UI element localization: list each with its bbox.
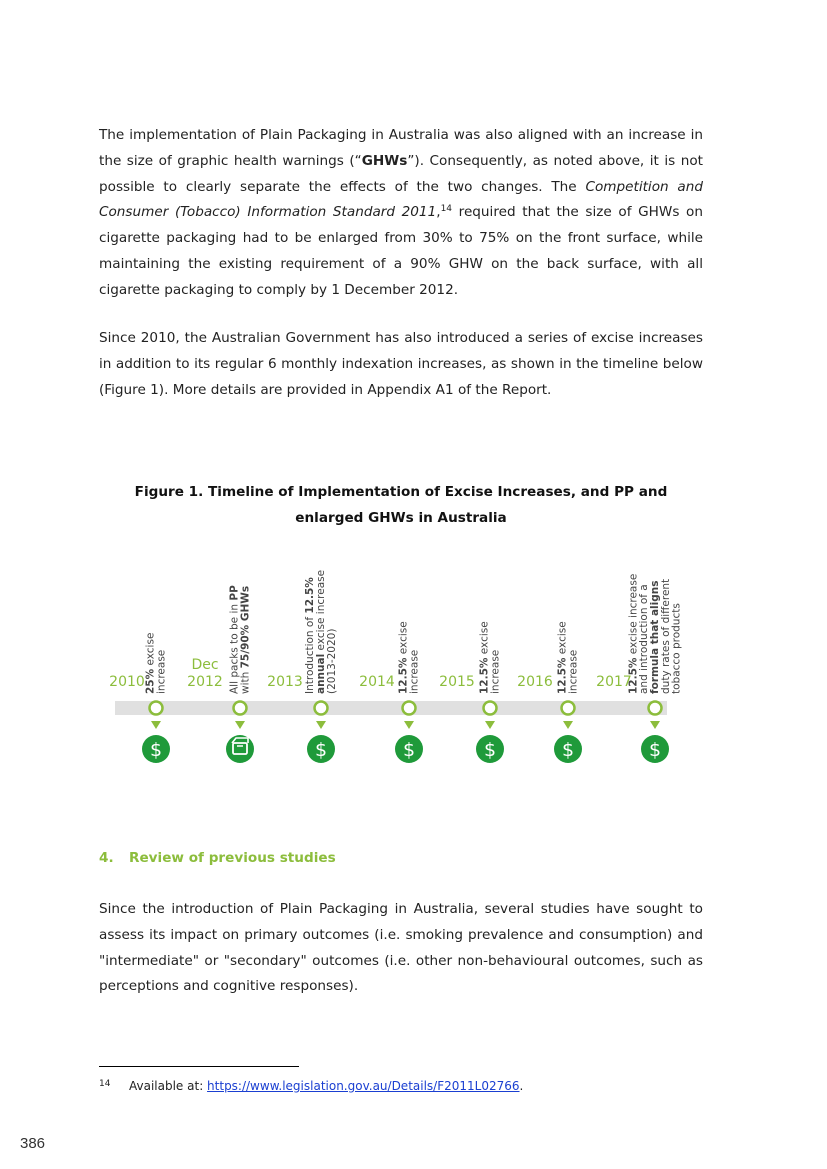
arrow-down-icon: [151, 721, 161, 729]
timeline-marker: [649, 702, 662, 715]
timeline-marker: [403, 702, 416, 715]
arrow-down-icon: [404, 721, 414, 729]
ghw-abbreviation: GHWs: [361, 152, 408, 169]
timeline-event-text: tobacco products: [670, 603, 683, 694]
timeline-marker: [150, 702, 163, 715]
dollar-icon-glyph: $: [483, 739, 497, 761]
timeline-event-text: (2013-2020): [325, 628, 338, 694]
timeline-marker: [315, 702, 328, 715]
arrow-down-icon: [235, 721, 245, 729]
timeline-event-text: with 75/90% GHWs: [239, 585, 252, 694]
section-heading: [99, 847, 336, 869]
timeline-event-label: [627, 574, 682, 694]
dollar-icon-glyph: $: [402, 739, 416, 761]
page-number: 386: [20, 1135, 46, 1152]
timeline-event-text: formula that aligns: [649, 580, 661, 694]
footnote-prefix: Available at:: [129, 1079, 208, 1093]
timeline-event-label: [557, 621, 580, 694]
arrow-down-icon: [485, 721, 495, 729]
review-paragraph: Since the introduction of Plain Packaging in Australia, several studies have sought to assess its impact on primary outcomes (i.e. smoking prevalence and consumption) and "intermediate" or "secondary" outcomes (i.e. other non-behavioural outcomes, such as perceptions and cognitive responses).: [99, 901, 703, 995]
dollar-icon-glyph: $: [648, 739, 662, 761]
paragraph-text: ”). Consequently, as noted above, it is not possible to clearly separate the effects of the two changes. The: [99, 152, 703, 195]
timeline-year-label: 2012: [187, 674, 223, 690]
timeline-event-text: 25% excise: [144, 632, 157, 694]
timeline-year-label: Dec: [191, 657, 219, 673]
timeline-event-label: [229, 585, 252, 694]
paragraph-text: required that the size of GHWs on cigarette packaging had to be enlarged from 30% to 75% on the front surface, while maintaining the existing requirement of a 90% GHW on the back surface, with all cigarette packaging to comply by 1 December 2012.: [99, 204, 703, 298]
timeline-bar: [115, 701, 667, 715]
footnote-reference[interactable]: 14: [440, 204, 453, 215]
timeline-year-label: 2016: [517, 674, 553, 690]
timeline-year-label: 2014: [359, 674, 395, 690]
timeline-marker: [234, 702, 247, 715]
excise-paragraph: Since 2010, the Australian Government has also introduced a series of excise increases in addition to its regular 6 monthly indexation increases, as shown in the timeline below (Figure 1). More details are provided in Appendix A1 of the Report.: [99, 330, 703, 398]
package-icon: [226, 735, 254, 763]
timeline-event-label: [145, 633, 168, 694]
footnote-suffix: .: [519, 1079, 524, 1093]
paragraph-text: The implementation of Plain Packaging in Australia was also aligned with an increase in the size of graphic health warnings (“: [99, 127, 703, 169]
timeline-event-text: increase: [489, 649, 502, 694]
dollar-icon-glyph: $: [149, 739, 163, 761]
timeline-event-text: 12.5% excise increase: [627, 573, 640, 694]
timeline-event-text: Introduction of 12.5%: [304, 577, 317, 694]
timeline-event-text: increase: [155, 649, 168, 694]
timeline-event-text: duty rates of different: [659, 578, 672, 694]
section-number: 4.: [99, 850, 114, 866]
section-title: Review of previous studies: [129, 850, 336, 866]
timeline-event-text: increase: [408, 649, 421, 694]
dollar-icon-glyph: $: [561, 739, 575, 761]
timeline-year-label: 2015: [439, 674, 475, 690]
timeline-marker: [484, 702, 497, 715]
timeline-year-label: 2017: [596, 674, 632, 690]
timeline-event-label: [398, 621, 421, 694]
intro-paragraph: [99, 123, 703, 304]
arrow-down-icon: [563, 721, 573, 729]
standard-title: Competition and Consumer (Tobacco) Information Standard 2011: [99, 178, 703, 221]
arrow-down-icon: [316, 721, 326, 729]
timeline-event-text: 12.5% excise: [556, 621, 569, 694]
timeline-event-text: annual excise increase: [315, 569, 327, 694]
timeline-event-text: All packs to be in PP: [228, 585, 241, 694]
paragraph-text: ,: [436, 204, 441, 221]
timeline-year-label: 2013: [267, 674, 303, 690]
timeline-event-label: [304, 570, 338, 694]
timeline-event-text: increase: [567, 649, 580, 694]
timeline-marker: [562, 702, 575, 715]
footnote-link[interactable]: https://www.legislation.gov.au/Details/F2011L02766: [207, 1079, 520, 1093]
timeline-year-label: 2010: [109, 674, 145, 690]
footnote-divider: [99, 1066, 299, 1067]
dollar-icon-glyph: $: [314, 739, 328, 761]
timeline-figure: [0, 550, 827, 780]
timeline-event-label: [479, 621, 502, 694]
footnote: [99, 1075, 523, 1095]
timeline-event-text: 12.5% excise: [397, 621, 410, 694]
timeline-event-text: and introduction of a: [638, 584, 651, 694]
arrow-down-icon: [650, 721, 660, 729]
figure-title: Figure 1. Timeline of Implementation of Excise Increases, and PP and enlarged GHWs in Australia: [134, 484, 668, 526]
timeline-event-text: 12.5% excise: [478, 621, 491, 694]
footnote-number: 14: [99, 1079, 111, 1089]
